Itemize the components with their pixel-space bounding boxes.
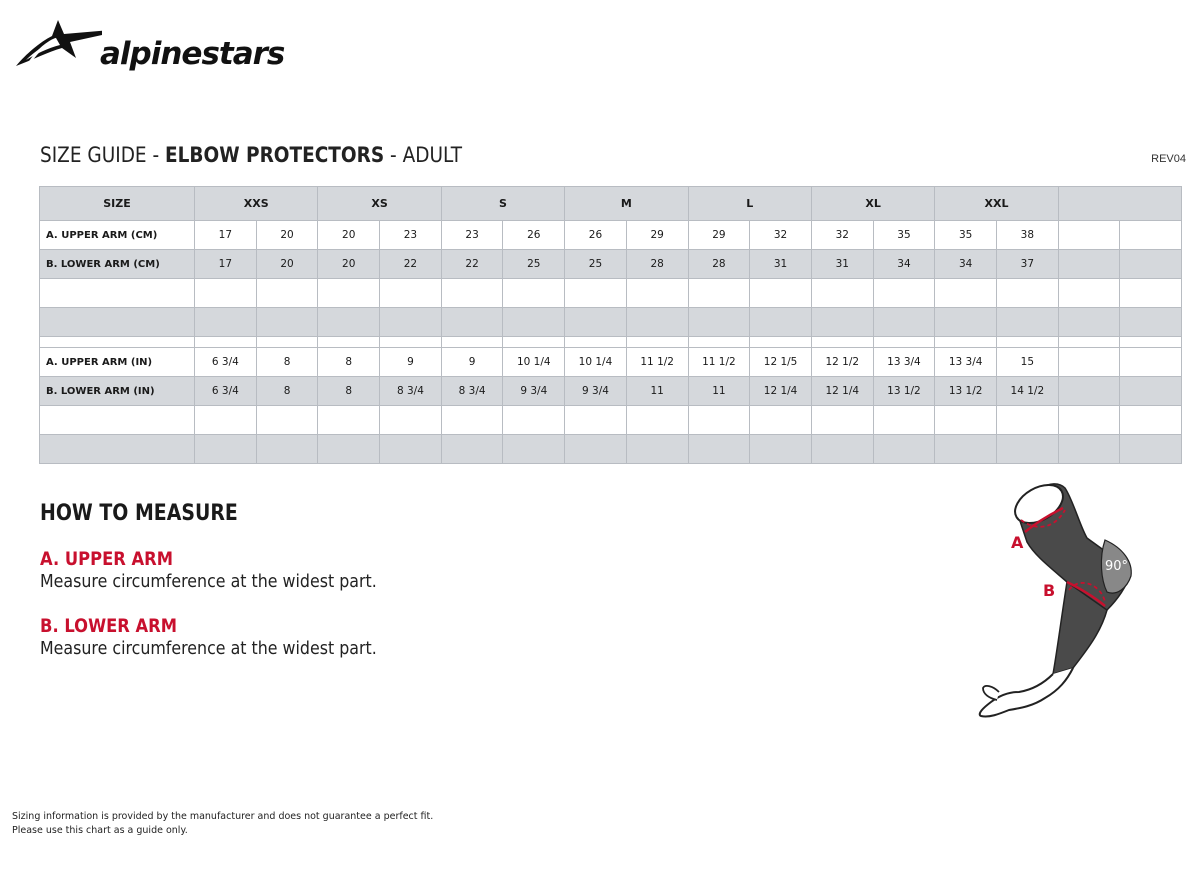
table-cell: 31 bbox=[750, 250, 812, 279]
table-cell bbox=[380, 308, 442, 337]
table-cell: 13 1/2 bbox=[873, 377, 935, 406]
table-cell bbox=[318, 337, 380, 348]
table-cell bbox=[1120, 308, 1182, 337]
lower-arm-description: Measure circumference at the widest part. bbox=[40, 638, 377, 659]
table-cell bbox=[1120, 377, 1182, 406]
table-cell bbox=[811, 435, 873, 464]
table-cell: 8 bbox=[318, 348, 380, 377]
table-cell bbox=[565, 406, 627, 435]
table-cell bbox=[996, 337, 1058, 348]
table-cell: 17 bbox=[195, 250, 257, 279]
table-cell: 8 bbox=[318, 377, 380, 406]
table-row bbox=[40, 337, 1182, 348]
table-cell bbox=[318, 308, 380, 337]
table-cell bbox=[503, 279, 565, 308]
table-cell: 8 bbox=[256, 348, 318, 377]
table-cell: 20 bbox=[318, 250, 380, 279]
revision-label: REV04 bbox=[1151, 153, 1186, 165]
table-cell: 25 bbox=[565, 250, 627, 279]
row-label: A. UPPER ARM (CM) bbox=[40, 221, 195, 250]
table-cell bbox=[1120, 250, 1182, 279]
table-cell: 37 bbox=[996, 250, 1058, 279]
table-cell: 29 bbox=[688, 221, 750, 250]
table-cell bbox=[688, 279, 750, 308]
row-label bbox=[40, 308, 195, 337]
table-cell bbox=[195, 337, 257, 348]
table-cell bbox=[195, 435, 257, 464]
table-cell: 34 bbox=[935, 250, 997, 279]
table-cell bbox=[750, 279, 812, 308]
table-cell: 29 bbox=[626, 221, 688, 250]
table-cell: 32 bbox=[811, 221, 873, 250]
table-cell: 8 3/4 bbox=[380, 377, 442, 406]
table-cell: 26 bbox=[565, 221, 627, 250]
table-row bbox=[40, 348, 1182, 377]
arm-measurement-diagram bbox=[955, 470, 1155, 730]
table-cell bbox=[380, 406, 442, 435]
table-cell: 9 bbox=[380, 348, 442, 377]
page-title bbox=[40, 143, 462, 167]
table-cell bbox=[873, 337, 935, 348]
table-cell: 28 bbox=[688, 250, 750, 279]
row-label: B. LOWER ARM (IN) bbox=[40, 377, 195, 406]
table-cell bbox=[256, 279, 318, 308]
table-cell: 6 3/4 bbox=[195, 348, 257, 377]
table-cell: 34 bbox=[873, 250, 935, 279]
table-cell bbox=[811, 279, 873, 308]
table-cell bbox=[1120, 279, 1182, 308]
table-cell bbox=[996, 435, 1058, 464]
table-cell bbox=[626, 337, 688, 348]
table-cell bbox=[750, 337, 812, 348]
table-cell bbox=[873, 406, 935, 435]
row-label bbox=[40, 406, 195, 435]
table-cell bbox=[565, 337, 627, 348]
table-cell bbox=[935, 337, 997, 348]
table-cell bbox=[1058, 221, 1120, 250]
brand-logo bbox=[12, 14, 292, 74]
brand-wordmark: alpinestars bbox=[100, 36, 285, 72]
table-cell: 35 bbox=[935, 221, 997, 250]
table-cell bbox=[565, 435, 627, 464]
lower-arm-title: B. LOWER ARM bbox=[40, 615, 178, 637]
table-cell bbox=[441, 435, 503, 464]
table-cell bbox=[750, 406, 812, 435]
table-cell: 14 1/2 bbox=[996, 377, 1058, 406]
label-b: B bbox=[1043, 581, 1056, 600]
footer-disclaimer-line2: Please use this chart as a guide only. bbox=[12, 825, 188, 836]
table-cell bbox=[318, 406, 380, 435]
table-cell bbox=[1058, 435, 1120, 464]
size-col-header: XXS bbox=[195, 187, 318, 221]
table-cell: 20 bbox=[318, 221, 380, 250]
table-cell bbox=[1058, 377, 1120, 406]
size-col-header: M bbox=[565, 187, 688, 221]
table-cell bbox=[1058, 279, 1120, 308]
table-cell bbox=[1120, 348, 1182, 377]
table-cell bbox=[626, 308, 688, 337]
table-cell: 32 bbox=[750, 221, 812, 250]
table-cell: 6 3/4 bbox=[195, 377, 257, 406]
table-cell bbox=[996, 279, 1058, 308]
how-to-measure-heading: HOW TO MEASURE bbox=[40, 501, 238, 526]
size-col-header: L bbox=[688, 187, 811, 221]
table-cell: 20 bbox=[256, 250, 318, 279]
footer-disclaimer-line1: Sizing information is provided by the manufacturer and does not guarantee a perfect fit. bbox=[12, 811, 434, 822]
table-cell bbox=[441, 337, 503, 348]
table-cell bbox=[503, 406, 565, 435]
table-cell: 13 1/2 bbox=[935, 377, 997, 406]
table-row bbox=[40, 221, 1182, 250]
table-cell bbox=[195, 279, 257, 308]
table-cell: 26 bbox=[503, 221, 565, 250]
table-cell: 11 1/2 bbox=[688, 348, 750, 377]
table-cell bbox=[688, 308, 750, 337]
table-cell: 22 bbox=[380, 250, 442, 279]
table-cell bbox=[441, 279, 503, 308]
table-cell bbox=[1120, 406, 1182, 435]
table-cell bbox=[750, 435, 812, 464]
table-cell bbox=[935, 308, 997, 337]
table-cell bbox=[503, 435, 565, 464]
table-cell: 13 3/4 bbox=[873, 348, 935, 377]
row-label bbox=[40, 279, 195, 308]
table-cell bbox=[380, 435, 442, 464]
table-cell: 9 3/4 bbox=[503, 377, 565, 406]
table-cell bbox=[256, 308, 318, 337]
table-cell: 35 bbox=[873, 221, 935, 250]
table-cell bbox=[565, 308, 627, 337]
table-cell: 25 bbox=[503, 250, 565, 279]
table-cell bbox=[1058, 348, 1120, 377]
row-label: B. LOWER ARM (CM) bbox=[40, 250, 195, 279]
table-cell: 8 bbox=[256, 377, 318, 406]
table-cell: 12 1/4 bbox=[750, 377, 812, 406]
table-cell: 8 3/4 bbox=[441, 377, 503, 406]
table-cell: 12 1/2 bbox=[811, 348, 873, 377]
table-cell bbox=[811, 337, 873, 348]
alpinestars-star-icon bbox=[12, 14, 102, 74]
table-cell bbox=[750, 308, 812, 337]
table-cell bbox=[996, 308, 1058, 337]
table-cell: 12 1/5 bbox=[750, 348, 812, 377]
upper-arm-description: Measure circumference at the widest part. bbox=[40, 571, 377, 592]
table-cell: 10 1/4 bbox=[565, 348, 627, 377]
title-prefix: SIZE GUIDE - bbox=[40, 143, 166, 167]
table-cell: 9 bbox=[441, 348, 503, 377]
table-cell bbox=[688, 406, 750, 435]
table-cell: 23 bbox=[441, 221, 503, 250]
table-cell: 12 1/4 bbox=[811, 377, 873, 406]
row-label bbox=[40, 435, 195, 464]
table-cell: 23 bbox=[380, 221, 442, 250]
table-cell bbox=[873, 435, 935, 464]
table-cell: 11 bbox=[688, 377, 750, 406]
table-cell: 38 bbox=[996, 221, 1058, 250]
size-col-header bbox=[1058, 187, 1181, 221]
table-cell bbox=[441, 308, 503, 337]
table-cell bbox=[996, 406, 1058, 435]
table-cell bbox=[380, 337, 442, 348]
size-table bbox=[39, 186, 1182, 464]
table-cell: 22 bbox=[441, 250, 503, 279]
size-col-header: XXL bbox=[935, 187, 1058, 221]
table-row bbox=[40, 279, 1182, 308]
table-cell: 13 3/4 bbox=[935, 348, 997, 377]
table-cell bbox=[318, 279, 380, 308]
title-product: ELBOW PROTECTORS bbox=[165, 143, 385, 167]
table-cell bbox=[935, 406, 997, 435]
upper-arm-title: A. UPPER ARM bbox=[40, 548, 173, 570]
table-row bbox=[40, 250, 1182, 279]
table-cell bbox=[1058, 406, 1120, 435]
table-cell: 9 3/4 bbox=[565, 377, 627, 406]
size-header-row bbox=[40, 187, 1182, 221]
table-cell: 11 1/2 bbox=[626, 348, 688, 377]
table-cell bbox=[1058, 250, 1120, 279]
table-cell: 20 bbox=[256, 221, 318, 250]
table-cell bbox=[873, 279, 935, 308]
table-cell bbox=[1058, 337, 1120, 348]
table-cell bbox=[256, 406, 318, 435]
table-cell bbox=[441, 406, 503, 435]
angle-label: 90° bbox=[1105, 559, 1129, 574]
table-cell bbox=[688, 337, 750, 348]
thumb-outline bbox=[983, 686, 999, 700]
title-suffix: - ADULT bbox=[384, 143, 463, 167]
table-cell bbox=[811, 308, 873, 337]
table-cell bbox=[256, 435, 318, 464]
size-header: SIZE bbox=[40, 187, 195, 221]
table-cell: 31 bbox=[811, 250, 873, 279]
table-cell: 17 bbox=[195, 221, 257, 250]
table-cell bbox=[1120, 221, 1182, 250]
size-col-header: XS bbox=[318, 187, 441, 221]
table-cell bbox=[688, 435, 750, 464]
table-cell bbox=[1058, 308, 1120, 337]
table-cell bbox=[873, 308, 935, 337]
size-col-header: S bbox=[441, 187, 564, 221]
table-cell bbox=[195, 308, 257, 337]
table-cell bbox=[380, 279, 442, 308]
table-row bbox=[40, 406, 1182, 435]
row-label bbox=[40, 337, 195, 348]
table-cell bbox=[318, 435, 380, 464]
table-cell bbox=[1120, 435, 1182, 464]
table-row bbox=[40, 377, 1182, 406]
table-row bbox=[40, 308, 1182, 337]
table-cell bbox=[935, 279, 997, 308]
table-cell bbox=[626, 406, 688, 435]
table-cell bbox=[626, 435, 688, 464]
table-row bbox=[40, 435, 1182, 464]
table-cell bbox=[935, 435, 997, 464]
table-cell: 10 1/4 bbox=[503, 348, 565, 377]
label-a: A bbox=[1011, 533, 1024, 552]
table-cell bbox=[626, 279, 688, 308]
table-cell: 28 bbox=[626, 250, 688, 279]
size-col-header: XL bbox=[811, 187, 934, 221]
table-cell bbox=[565, 279, 627, 308]
table-cell bbox=[256, 337, 318, 348]
table-cell bbox=[503, 308, 565, 337]
table-cell bbox=[1120, 337, 1182, 348]
table-cell bbox=[503, 337, 565, 348]
table-cell: 15 bbox=[996, 348, 1058, 377]
table-cell bbox=[195, 406, 257, 435]
table-cell: 11 bbox=[626, 377, 688, 406]
table-cell bbox=[811, 406, 873, 435]
row-label: A. UPPER ARM (IN) bbox=[40, 348, 195, 377]
